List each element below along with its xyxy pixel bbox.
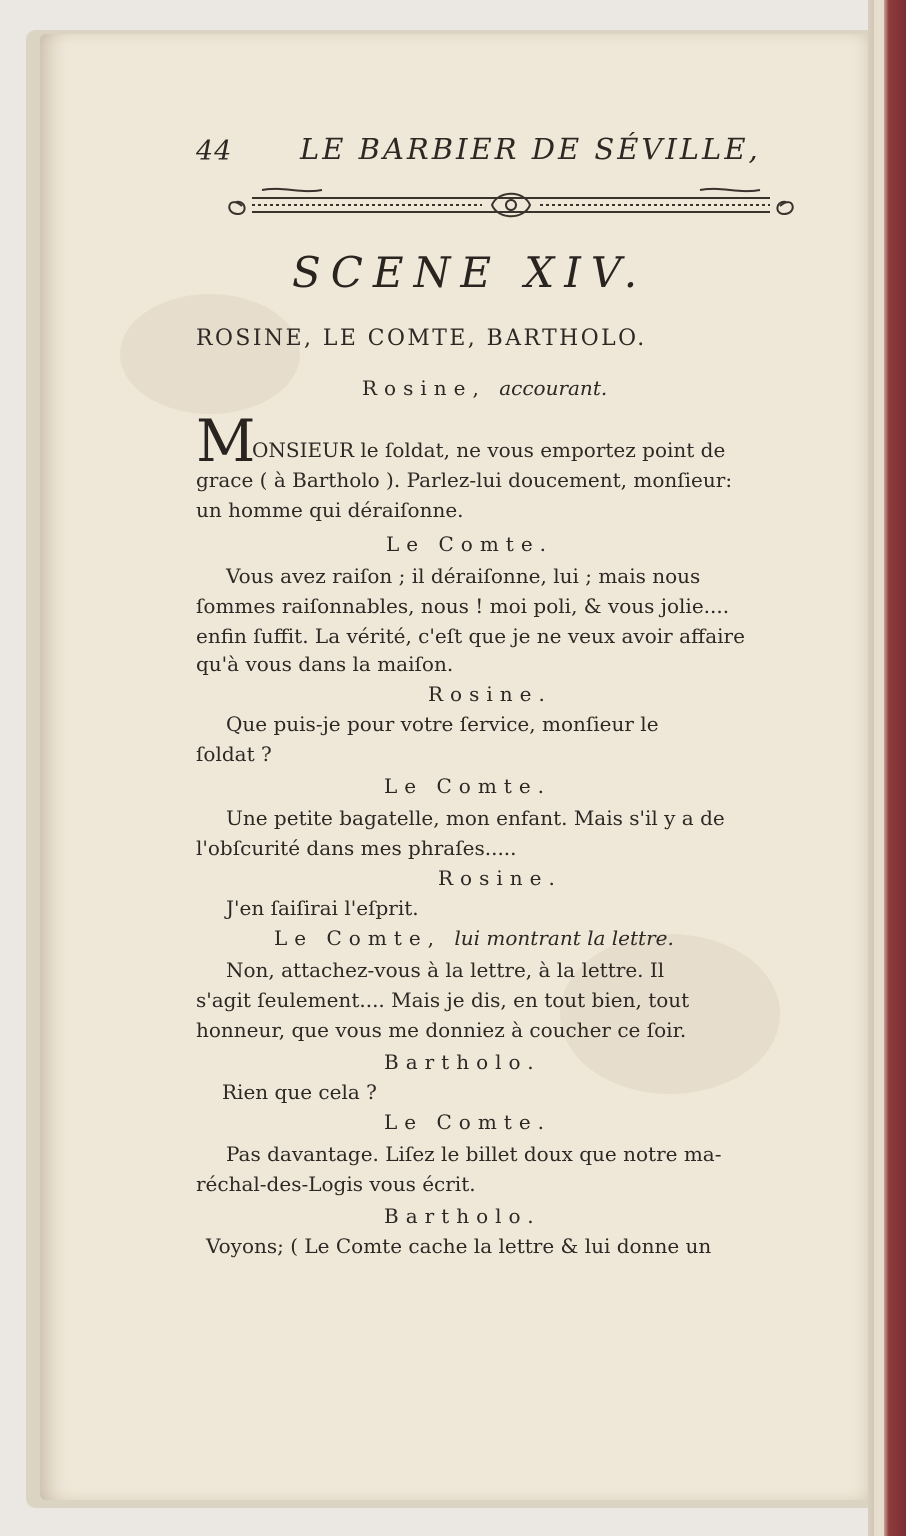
speaker-label: Le Comte. [384, 1110, 552, 1134]
text-line: ONSIEUR le ſoldat, ne vous emportez point de [252, 438, 726, 462]
text-line: qu'à vous dans la maiſon. [196, 652, 454, 676]
speaker-label: Le Comte. [386, 532, 554, 556]
running-head [196, 132, 796, 172]
text-line: réchal-des-Logis vous écrit. [196, 1172, 476, 1196]
speaker-label [274, 928, 674, 948]
speaker-label: Le Comte. [384, 774, 552, 798]
text-line: J'en ſaiſirai l'eſprit. [226, 896, 419, 920]
text-line: Une petite bagatelle, mon enfant. Mais s'il y a de [226, 806, 725, 830]
speaker-label: Rosine. [438, 866, 562, 890]
text-line: Que puis-je pour votre ſervice, monſieur le [226, 712, 659, 736]
stage-direction: lui montrant la lettre. [454, 926, 674, 950]
text-line: enfin ſuffit. La vérité, c'eſt que je ne veux avoir affaire [196, 624, 745, 648]
cast-list: ROSINE, LE COMTE, BARTHOLO. [196, 326, 647, 351]
speaker-name: Rosine [362, 376, 473, 400]
speaker-label: Bartholo. [384, 1050, 541, 1074]
text-line: ſommes raiſonnables, nous ! moi poli, & vous jolie.... [196, 594, 730, 618]
speaker-label: Rosine, accourant. [362, 376, 608, 400]
ornamental-rule-icon [222, 184, 800, 226]
text-line: Voyons; ( Le Comte cache la lettre & lui donne un [206, 1234, 712, 1258]
text-line: Rien que cela ? [222, 1080, 377, 1104]
text-line: honneur, que vous me donniez à coucher ce ſoir. [196, 1018, 687, 1042]
drop-cap: M [196, 407, 256, 475]
text-line: l'obſcurité dans mes phraſes..... [196, 836, 517, 860]
running-title: LE BARBIER DE SÉVILLE, [300, 132, 761, 166]
paper-stain [120, 294, 300, 414]
text-line: Vous avez raiſon ; il déraiſonne, lui ; mais nous [226, 564, 701, 588]
book-binding [868, 0, 906, 1536]
text-line: Non, attachez-vous à la lettre, à la lettre. Il [226, 958, 665, 982]
speaker-label: Bartholo. [384, 1204, 541, 1228]
text-line: grace ( à Bartholo ). Parlez-lui doucement, monſieur: [196, 468, 733, 492]
scene-title: SCENE XIV. [292, 248, 648, 297]
text-line: un homme qui déraiſonne. [196, 498, 464, 522]
text-line: Pas davantage. Liſez le billet doux que notre ma- [226, 1142, 722, 1166]
stage-direction: accourant. [499, 376, 608, 400]
text-line: ſoldat ? [196, 742, 272, 766]
speaker-name: Le Comte, [274, 926, 442, 950]
speaker-label: Rosine. [428, 682, 552, 706]
text-line: s'agit ſeulement.... Mais je dis, en tout bien, tout [196, 988, 690, 1012]
page-number: 44 [196, 136, 233, 167]
